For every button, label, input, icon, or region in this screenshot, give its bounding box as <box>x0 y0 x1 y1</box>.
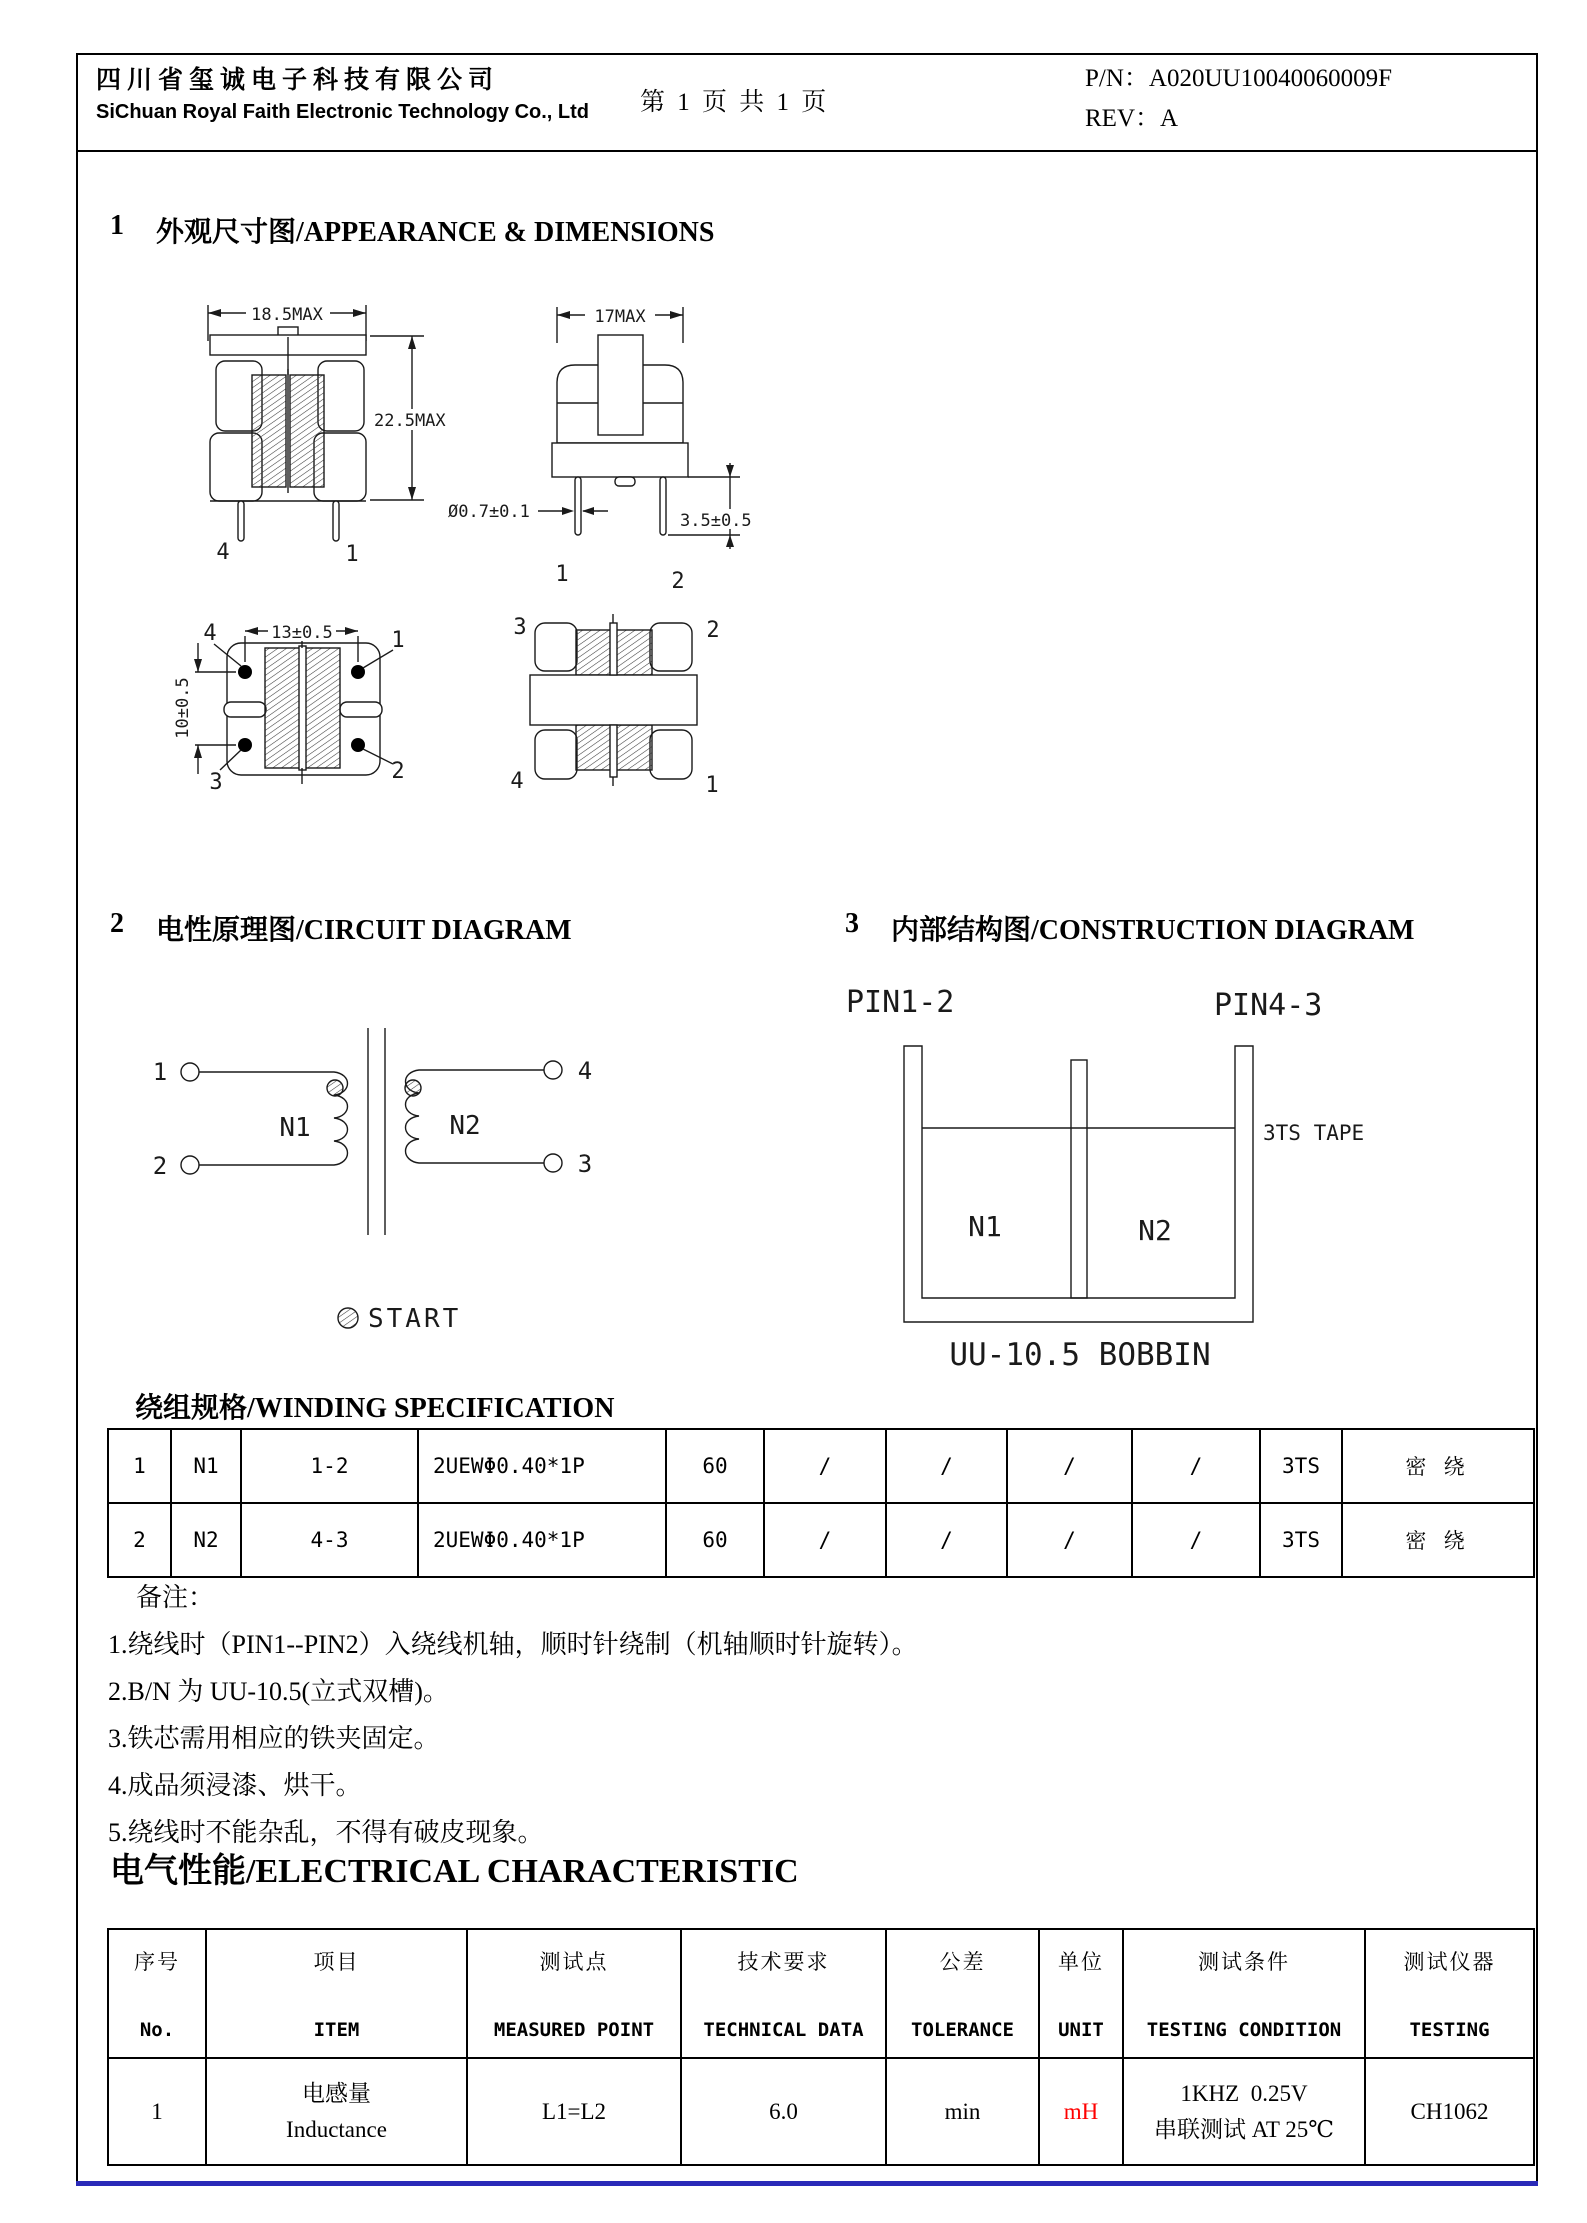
circuit-pin4-label: 4 <box>577 1057 593 1085</box>
side-pin1-label: 1 <box>555 562 569 587</box>
note-item-4: 4.成品须浸漆、烘干。 <box>108 1771 362 1800</box>
section-3-title: 内部结构图/CONSTRUCTION DIAGRAM <box>891 915 1415 946</box>
header-item: 项目 ITEM <box>206 1929 467 2058</box>
front-view-body <box>210 327 366 541</box>
svg-text:10±0.5: 10±0.5 <box>173 677 193 739</box>
value-measured-point: L1=L2 <box>467 2058 681 2165</box>
header-no: 序号 No. <box>108 1929 206 2058</box>
top-pin4-label: 4 <box>510 769 524 794</box>
bottom-pin3-label: 3 <box>209 770 223 795</box>
header-technical-data: 技术要求 TECHNICAL DATA <box>681 1929 886 2058</box>
svg-text:13±0.5: 13±0.5 <box>271 623 333 643</box>
circuit-pin1-label: 1 <box>152 1058 168 1086</box>
cell-pins: 4-3 <box>241 1503 418 1577</box>
winding-spec-heading: 绕组规格/WINDING SPECIFICATION <box>135 1393 615 1424</box>
cell-method: 密 绕 <box>1342 1503 1534 1577</box>
header-testing: 测试仪器 TESTING <box>1365 1929 1534 2058</box>
cell-blank: / <box>764 1503 886 1577</box>
svg-text:START: START <box>368 1304 462 1334</box>
side-pin2-label: 2 <box>671 569 685 594</box>
section-2-heading <box>110 908 572 948</box>
winding-row-2 <box>108 1503 1534 1577</box>
cell-wire: 2UEWΦ0.40*1P <box>418 1429 666 1503</box>
bottom-pin4-label: 4 <box>203 621 217 646</box>
top-pin3-label: 3 <box>513 615 527 640</box>
value-testing-condition: 1KHZ 0.25V 串联测试 AT 25℃ <box>1123 2058 1365 2165</box>
side-view-dim-pin-dia <box>448 502 608 522</box>
value-no: 1 <box>108 2058 206 2165</box>
svg-text:17MAX: 17MAX <box>594 307 646 327</box>
rev-value: A <box>1160 105 1179 132</box>
header-testing-condition: 测试条件 TESTING CONDITION <box>1123 1929 1365 2058</box>
circuit-wires <box>181 1028 562 1235</box>
bottom-view-body <box>214 634 393 784</box>
notes-block <box>108 1574 918 1856</box>
revision-line <box>1085 98 1178 134</box>
value-tolerance: min <box>886 2058 1039 2165</box>
electrical-heading: 电气性能/ELECTRICAL CHARACTERISTIC <box>110 1853 799 1890</box>
section-2-number: 2 <box>110 908 124 939</box>
cell-blank: / <box>1132 1429 1260 1503</box>
cell-no: 1 <box>108 1429 171 1503</box>
note-item-5: 5.绕线时不能杂乱，不得有破皮现象。 <box>108 1818 544 1847</box>
cell-pins: 1-2 <box>241 1429 418 1503</box>
side-view-drawing <box>440 283 810 603</box>
construction-pin43-label: PIN4-3 <box>1214 988 1323 1023</box>
svg-text:Ø0.7±0.1: Ø0.7±0.1 <box>448 502 530 522</box>
bobbin-label: UU-10.5 BOBBIN <box>949 1337 1211 1373</box>
front-pin4-label: 4 <box>216 540 230 565</box>
side-view-body <box>552 335 688 535</box>
header-tolerance: 公差 TOLERANCE <box>886 1929 1039 2058</box>
construction-n1-label: N1 <box>968 1210 1002 1243</box>
value-item: 电感量 Inductance <box>206 2058 467 2165</box>
company-name-cn: 四川省玺诚电子科技有限公司 <box>96 67 500 94</box>
bottom-pin1-label: 1 <box>391 628 405 653</box>
page-number: 第 1 页 共 1 页 <box>640 89 830 116</box>
header-divider <box>76 150 1536 152</box>
cell-turns: 60 <box>666 1429 764 1503</box>
top-view-body <box>530 614 697 786</box>
electrical-table <box>107 1928 1535 2166</box>
rev-label: REV： <box>1085 105 1161 132</box>
top-view-drawing <box>480 598 800 868</box>
winding-spec-table <box>107 1428 1535 1578</box>
company-name-en: SiChuan Royal Faith Electronic Technology Co., Ltd <box>96 101 589 123</box>
cell-method: 密 绕 <box>1342 1429 1534 1503</box>
cell-winding: N1 <box>171 1429 241 1503</box>
part-number-line <box>1085 58 1392 94</box>
top-pin1-label: 1 <box>705 773 719 798</box>
note-item-3: 3.铁芯需用相应的铁夹固定。 <box>108 1724 440 1753</box>
construction-diagram <box>830 960 1470 1400</box>
note-item-1: 1.绕线时（PIN1--PIN2）入绕线机轴，顺时针绕制（机轴顺时针旋转）。 <box>108 1630 918 1659</box>
section-3-number: 3 <box>845 908 859 939</box>
note-item-2: 2.B/N 为 UU-10.5(立式双槽)。 <box>108 1677 449 1706</box>
bottom-pin2-label: 2 <box>391 759 405 784</box>
header-measured-point: 测试点 MEASURED POINT <box>467 1929 681 2058</box>
pn-label: P/N： <box>1085 65 1149 92</box>
cell-tape: 3TS <box>1260 1429 1342 1503</box>
tape-label: 3TS TAPE <box>1263 1121 1365 1145</box>
section-3-heading <box>845 908 1414 948</box>
cell-turns: 60 <box>666 1503 764 1577</box>
header-unit: 单位 UNIT <box>1039 1929 1123 2058</box>
circuit-n1-label: N1 <box>279 1113 311 1143</box>
value-testing-instrument: CH1062 <box>1365 2058 1534 2165</box>
cell-wire: 2UEWΦ0.40*1P <box>418 1503 666 1577</box>
section-1-heading <box>110 210 714 250</box>
bottom-view-drawing <box>140 598 470 868</box>
cell-winding: N2 <box>171 1503 241 1577</box>
svg-text:3.5±0.5: 3.5±0.5 <box>680 511 752 531</box>
winding-row-1 <box>108 1429 1534 1503</box>
cell-blank: / <box>764 1429 886 1503</box>
svg-text:18.5MAX: 18.5MAX <box>251 305 323 325</box>
notes-title: 备注： <box>136 1583 215 1612</box>
circuit-winding-pin3-label: 3 <box>577 1150 593 1178</box>
circuit-diagram <box>120 1000 650 1350</box>
value-unit: mH <box>1039 2058 1123 2165</box>
bottom-blue-rule <box>76 2181 1538 2186</box>
front-pin1-label: 1 <box>345 542 359 567</box>
value-technical-data: 6.0 <box>681 2058 886 2165</box>
cell-tape: 3TS <box>1260 1503 1342 1577</box>
cell-blank: / <box>886 1503 1007 1577</box>
circuit-pin2-label: 2 <box>152 1152 168 1180</box>
electrical-data-row <box>108 2058 1534 2165</box>
construction-n2-label: N2 <box>1138 1214 1172 1247</box>
section-2-title: 电性原理图/CIRCUIT DIAGRAM <box>156 915 572 946</box>
circuit-n2-label: N2 <box>449 1111 481 1141</box>
construction-pin12-label: PIN1-2 <box>846 985 955 1020</box>
top-pin2-label: 2 <box>706 618 720 643</box>
section-1-title: 外观尺寸图/APPEARANCE & DIMENSIONS <box>156 217 715 248</box>
cell-blank: / <box>1132 1503 1260 1577</box>
cell-no: 2 <box>108 1503 171 1577</box>
circuit-start-marker <box>338 1304 461 1334</box>
bobbin-outline <box>904 1046 1253 1322</box>
section-1-number: 1 <box>110 210 124 241</box>
cell-blank: / <box>1007 1429 1132 1503</box>
electrical-header-row <box>108 1929 1534 2058</box>
svg-text:22.5MAX: 22.5MAX <box>374 411 446 431</box>
pn-value: A020UU10040060009F <box>1148 65 1392 92</box>
cell-blank: / <box>1007 1503 1132 1577</box>
cell-blank: / <box>886 1429 1007 1503</box>
